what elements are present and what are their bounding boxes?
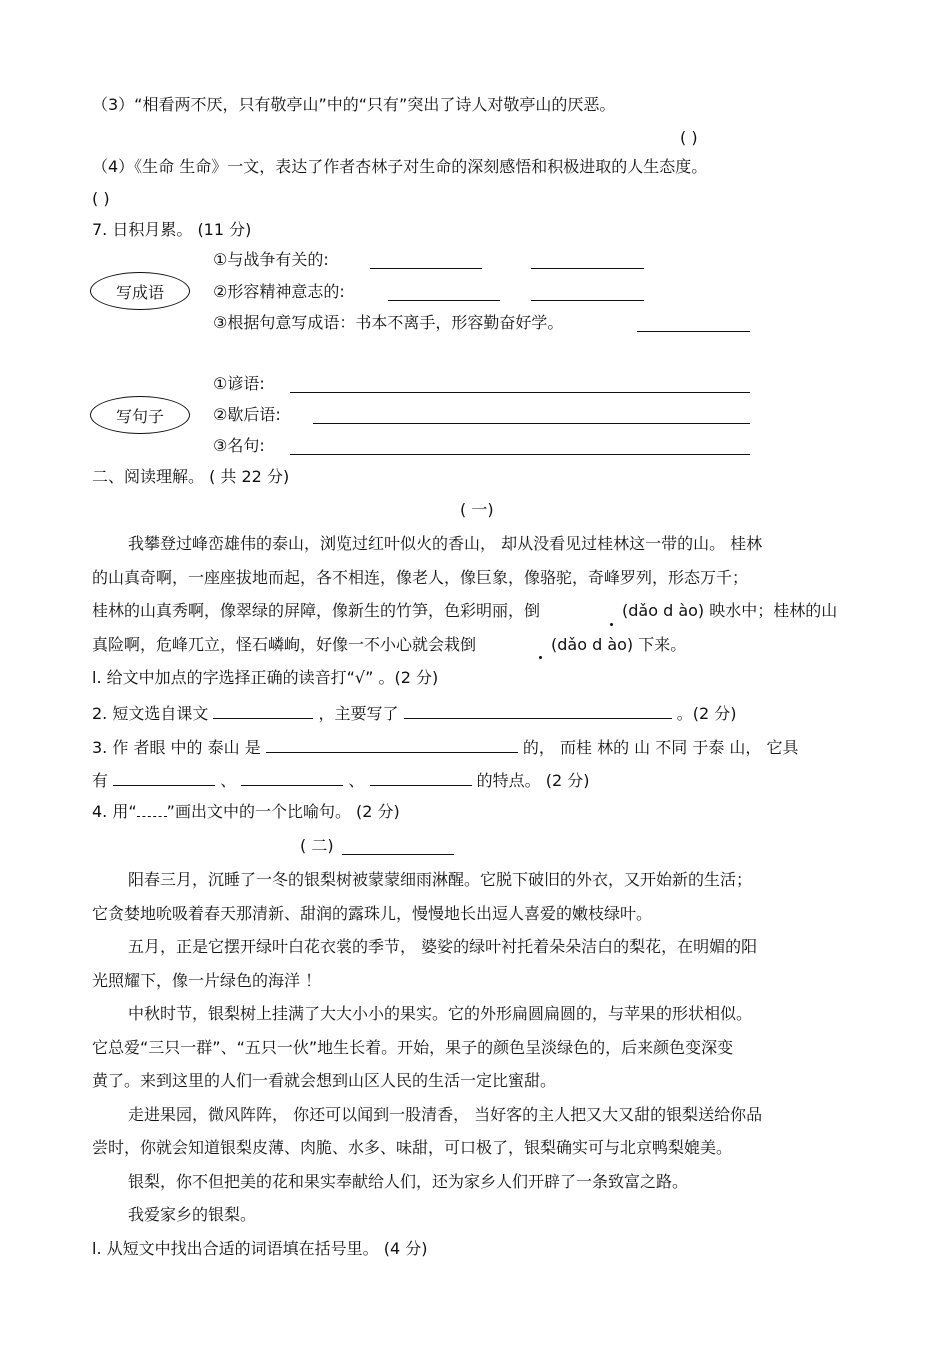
q3-text-e: 、: [348, 771, 365, 790]
emphasis-dot-2: [539, 656, 542, 659]
q3-blank-trait-2[interactable]: [241, 769, 343, 786]
passage2-line-11: 我爱家乡的银梨。: [128, 1205, 257, 1224]
emphasis-dot-1: [610, 623, 613, 626]
q3-text-f: 的特点。 (2 分): [476, 771, 590, 790]
q2-text-c: 。(2 分): [676, 704, 737, 723]
part1-question-3-line1: [92, 736, 799, 758]
passage2-line-10: 银梨，你不但把美的花和果实奉献给人们，还为家乡人们开辟了一条致富之路。: [128, 1172, 689, 1191]
q2-blank-content[interactable]: [404, 702, 672, 719]
passage1-line-2: 的山真奇啊，一座座拔地而起，各不相连，像老人，像巨象，像骆驼，奇峰罗列，形态万千；: [92, 568, 749, 587]
xiehouyu-blank[interactable]: [313, 423, 750, 424]
dashed-line-mark: [137, 804, 167, 817]
q7-heading: 7. 日积月累。 (11 分): [92, 220, 252, 239]
sentence-item-1: ①谚语:: [213, 374, 265, 393]
passage2-line-9: 尝时，你就会知道银梨皮薄、肉脆、水多、味甜，可口极了，银梨确实可与北京鸭梨媲美。: [92, 1138, 733, 1157]
passage2-line-7: 黄了。来到这里的人们一看就会想到山区人民的生活一定比蜜甜。: [92, 1071, 557, 1090]
sentence-item-2: ②歇后语:: [213, 405, 281, 424]
part2-question-1: l. 从短文中找出合适的词语填在括号里。 (4 分): [92, 1239, 428, 1258]
q3-text-d: 、: [220, 771, 237, 790]
q6-item4: （4）《生命 生命》一文，表达了作者杏林子对生命的深刻感悟和积极进取的人生态度。: [92, 157, 708, 176]
part1-question-1: l. 给文中加点的字选择正确的读音打“√” 。(2 分): [92, 668, 439, 687]
passage2-line-3: 五月，正是它摆开绿叶白花衣裳的季节， 婆娑的绿叶衬托着朵朵洁白的梨花，在明媚的阳: [128, 937, 758, 956]
passage1-line-4a: 真险啊，危峰兀立，怪石嶙峋，好像一不小心就会栽倒: [92, 635, 477, 654]
passage1-line-1: 我攀登过峰峦雄伟的泰山，浏览过红叶似火的香山， 却从没看见过桂林这一带的山。 桂林: [128, 534, 763, 553]
passage1-line-3b: (dǎo d ào) 映水中；桂林的山: [622, 601, 838, 620]
idiom-2-blank-b[interactable]: [531, 300, 644, 301]
q6-item4-answer-paren[interactable]: ( ): [92, 189, 110, 208]
part2-title: ( 二): [300, 836, 334, 855]
idiom-1-blank-b[interactable]: [531, 268, 644, 269]
sentence-label-ellipse: [90, 396, 190, 434]
part1-question-4: [92, 802, 400, 822]
idiom-3-blank[interactable]: [637, 331, 750, 332]
q2-text-a: 2. 短文选自课文: [92, 704, 209, 723]
passage2-line-4: 光照耀下，像一片绿色的海洋 ！: [92, 971, 322, 990]
part1-question-2: [92, 702, 737, 724]
q4-text-a: 4. 用“: [92, 802, 137, 821]
idiom-2-blank-a[interactable]: [388, 300, 500, 301]
passage1-line-4b: (dǎo d ào) 下来。: [551, 635, 687, 654]
passage2-line-2: 它贪婪地吮吸着春天那清新、甜润的露珠儿，慢慢地长出逗人喜爱的嫩枝绿叶。: [92, 904, 653, 923]
idiom-item-3: ③根据句意写成语：书本不离手，形容勤奋好学。: [213, 313, 564, 332]
q3-blank-taishan[interactable]: [266, 736, 518, 753]
passage1-line-3a: 桂林的山真秀啊，像翠绿的屏障，像新生的竹笋，色彩明丽，倒: [92, 601, 541, 620]
q3-text-a: 3. 作 者眼 中的 泰山 是: [92, 738, 261, 757]
sentence-item-3: ③名句:: [213, 436, 265, 455]
idiom-item-1: ①与战争有关的:: [213, 250, 329, 269]
passage2-line-8: 走进果园，微风阵阵， 你还可以闻到一股清香， 当好客的主人把又大又甜的银梨送给你品: [128, 1105, 763, 1124]
passage2-line-1: 阳春三月，沉睡了一冬的银梨树被蒙蒙细雨淋醒。它脱下破旧的外衣，又开始新的生活；: [128, 870, 753, 889]
q2-text-b: ，主要写了: [318, 704, 399, 723]
q3-text-b: 的， 而桂 林的 山 不同 于泰 山， 它具: [522, 738, 799, 757]
proverb-blank[interactable]: [290, 392, 750, 393]
sentence-label: 写句子: [115, 406, 164, 426]
part1-question-3-line2: [92, 769, 589, 791]
passage2-line-5: 中秋时节，银梨树上挂满了大大小小的果实。它的外形扁圆扁圆的，与苹果的形状相似。: [128, 1004, 753, 1023]
quote-blank[interactable]: [290, 454, 750, 455]
section2-heading: 二、阅读理解。 ( 共 22 分): [92, 467, 290, 486]
q6-item3: （3）“相看两不厌，只有敬亭山”中的“只有”突出了诗人对敬亭山的厌恶。: [92, 95, 616, 114]
q2-blank-lesson[interactable]: [213, 702, 313, 719]
q3-blank-trait-3[interactable]: [370, 769, 472, 786]
q6-item3-answer-paren[interactable]: ( ): [680, 128, 698, 147]
q4-text-b: ”画出文中的一个比喻句。 (2 分): [166, 802, 400, 821]
idiom-1-blank-a[interactable]: [370, 268, 482, 269]
q3-blank-trait-1[interactable]: [113, 769, 215, 786]
idiom-item-2: ②形容精神意志的:: [213, 282, 345, 301]
passage2-line-6: 它总爱“三只一群”、“五只一伙”地生长着。开始，果子的颜色呈淡绿色的，后来颜色变深变: [92, 1038, 734, 1057]
idiom-label-ellipse: [90, 272, 190, 310]
part1-title: ( 一): [460, 500, 494, 519]
q3-text-c: 有: [92, 771, 109, 790]
part2-title-blank[interactable]: [342, 854, 454, 855]
idiom-label: 写成语: [115, 282, 164, 302]
